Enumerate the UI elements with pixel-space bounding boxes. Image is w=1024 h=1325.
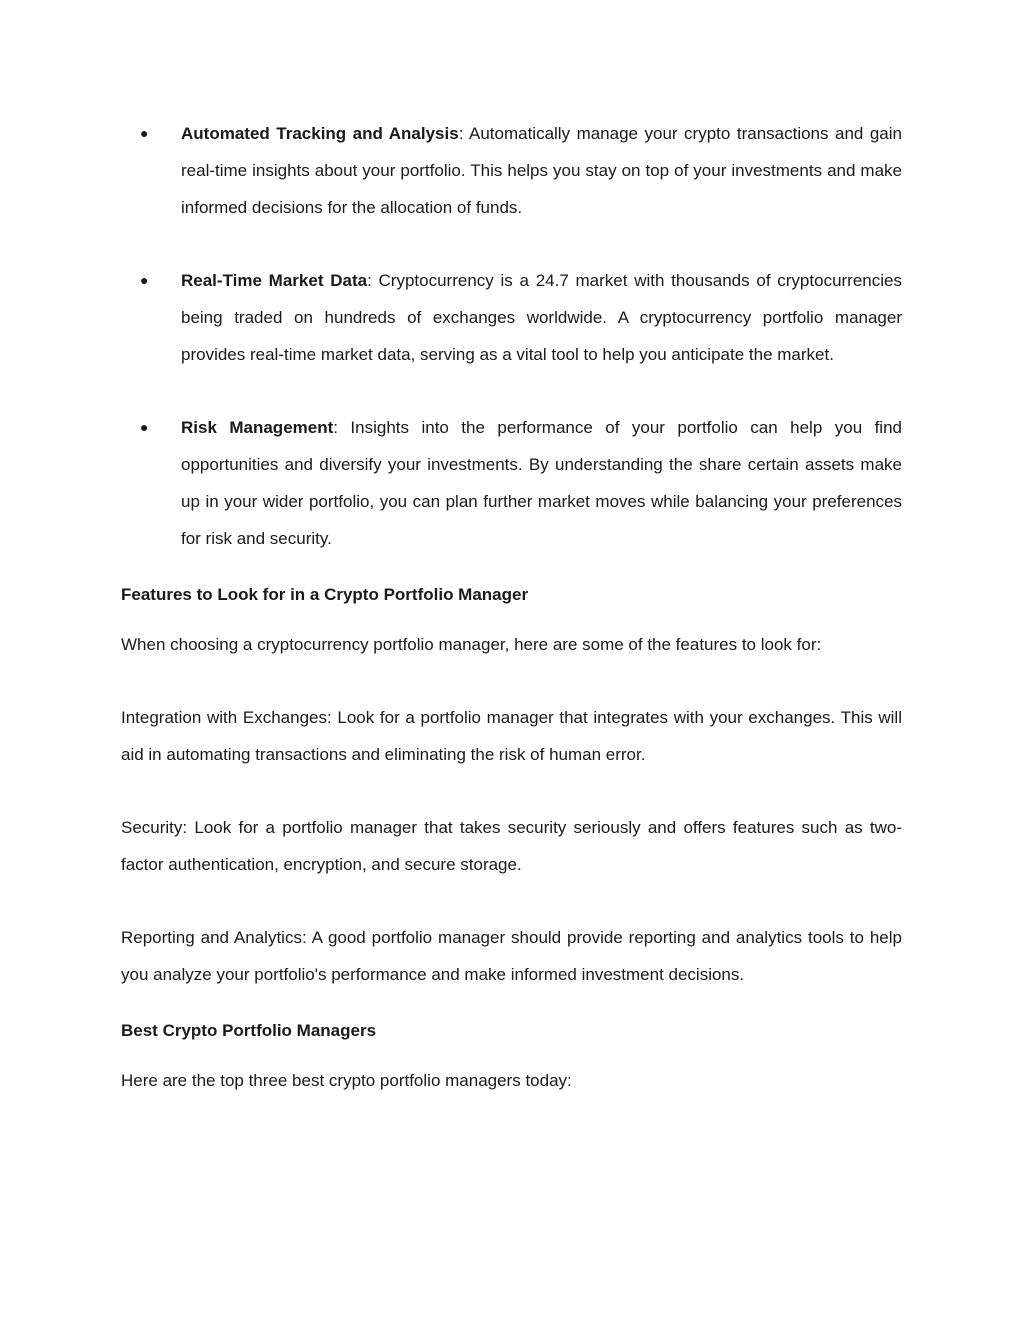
features-heading: Features to Look for in a Crypto Portfolio Manager	[121, 585, 529, 604]
features-intro-paragraph: When choosing a cryptocurrency portfolio manager, here are some of the features to look for:	[121, 635, 822, 654]
feature-security-paragraph: Security: Look for a portfolio manager that takes security seriously and offers features such as two-factor authentication, encryption, and secure storage.	[121, 818, 902, 874]
bullet-point-icon: ●	[140, 419, 149, 435]
best-managers-intro-paragraph: Here are the top three best crypto portfolio managers today:	[121, 1071, 572, 1090]
bullet-item-risk-management	[121, 409, 902, 557]
bullet-point-icon: ●	[140, 272, 149, 288]
bullet-item-automated-tracking	[121, 115, 902, 226]
feature-reporting-paragraph: Reporting and Analytics: A good portfolio manager should provide reporting and analytics tools to help you analyze your portfolio's performance and make informed investment decisions.	[121, 928, 902, 984]
best-managers-heading: Best Crypto Portfolio Managers	[121, 1021, 377, 1040]
bullet-item-real-time-market-data	[121, 262, 902, 373]
bullet-term: Automated Tracking and Analysis	[181, 124, 459, 143]
bullet-point-icon: ●	[140, 125, 149, 141]
benefits-bullet-list	[121, 115, 902, 557]
document-content	[121, 115, 902, 1135]
bullet-term: Risk Management	[181, 418, 334, 437]
bullet-text: : Cryptocurrency is a 24.7 market with thousands of cryptocurrencies being traded on hundreds of exchanges worldwide. A cryptocurrency portfolio manager provides real-time market data, serving as a vital tool to help you anticipate the market.	[181, 271, 902, 364]
bullet-term: Real-Time Market Data	[181, 271, 368, 290]
feature-integration-paragraph: Integration with Exchanges: Look for a portfolio manager that integrates with your exchanges. This will aid in automating transactions and eliminating the risk of human error.	[121, 708, 902, 764]
bullet-text: : Automatically manage your crypto transactions and gain real-time insights about your portfolio. This helps you stay on top of your investments and make informed decisions for the allocation of funds.	[181, 124, 902, 217]
bullet-text: : Insights into the performance of your portfolio can help you find opportunities and diversify your investments. By understanding the share certain assets make up in your wider portfolio, you can plan further market moves while balancing your preferences for risk and security.	[181, 418, 902, 548]
